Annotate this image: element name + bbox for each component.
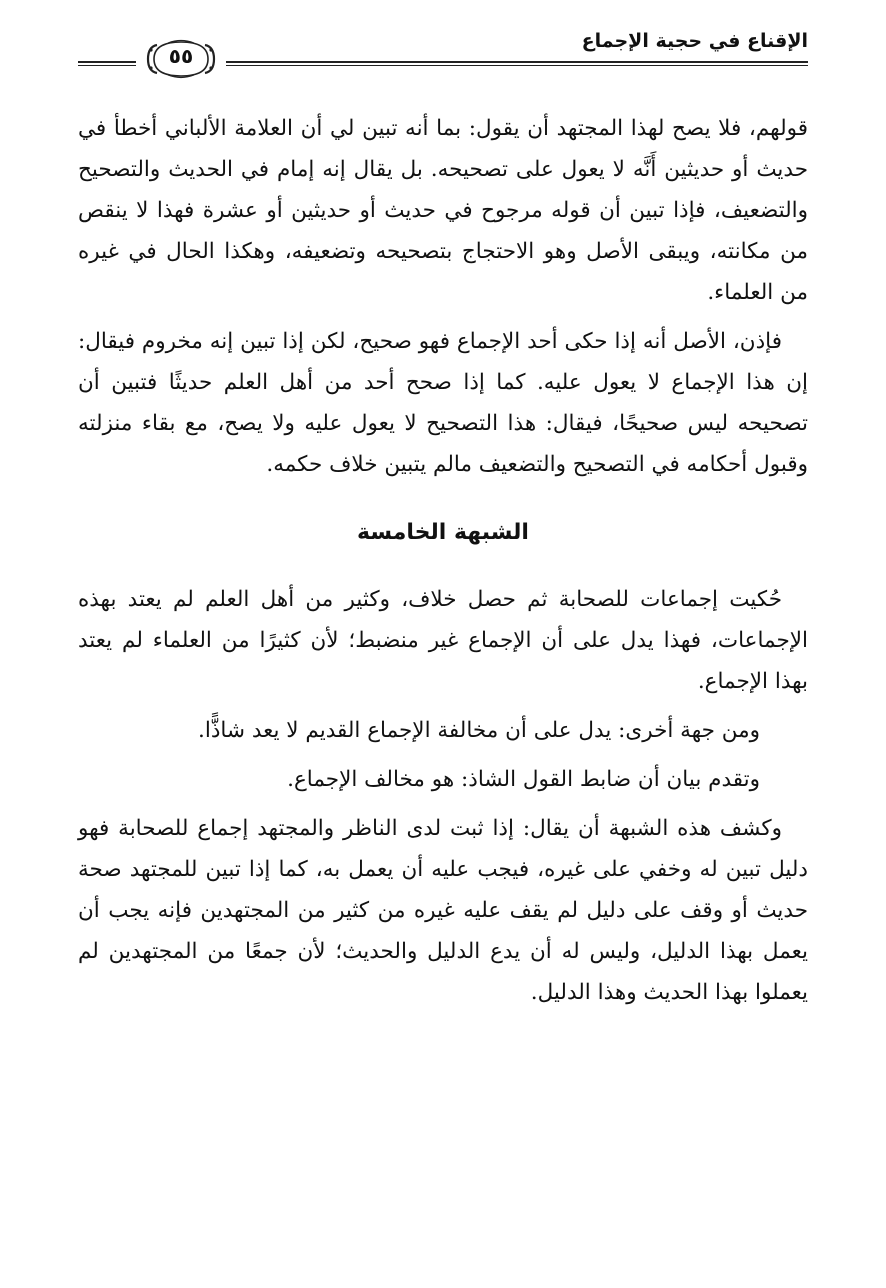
paragraph: وتقدم بيان أن ضابط القول الشاذ: هو مخالف الإجماع.	[287, 767, 760, 792]
page-header	[78, 20, 808, 76]
header-rule	[226, 61, 808, 63]
page-number: ٥٥	[168, 44, 194, 68]
book-title: الإقناع في حجية الإجماع	[581, 30, 808, 52]
page-content	[78, 108, 808, 1013]
paragraph: وكشف هذه الشبهة أن يقال: إذا ثبت لدى الناظر والمجتهد إجماع للصحابة فهو دليل تبين له وخفي على غيره، فيجب عليه أن يعمل به، كما إذا تبين للمجتهد صحة حديث أو وقف على دليل لم يقف عليه غيره من كثير من المجتهدين فإنه يجب أن يعمل بهذا الدليل، وليس له أن يدع الدليل والحديث؛ لأن جمعًا من المجتهدين لم يعملوا بهذا الحديث وهذا الدليل.	[78, 816, 808, 1005]
header-rule-left-thin	[78, 65, 136, 66]
paragraph: فإذن، الأصل أنه إذا حكى أحد الإجماع فهو صحيح، لكن إذا تبين إنه مخروم فيقال: إن هذا الإجماع لا يعول عليه. كما إذا صحح أحد من أهل العلم حديثًا فتبين أن تصحيحه ليس صحيحًا، فيقال: هذا التصحيح لا يعول عليه ولا يصح، مع بقاء منزلته وقبول أحكامه في التصحيح والتضعيف مالم يتبين خلاف حكمه.	[78, 329, 808, 477]
header-rule-left	[78, 61, 136, 63]
page-number-badge	[144, 38, 218, 80]
paragraph: حُكيت إجماعات للصحابة ثم حصل خلاف، وكثير من أهل العلم لم يعتد بهذه الإجماعات، فهذا يدل على أن الإجماع غير منضبط؛ لأن كثيرًا من العلماء لم يعتد بهذا الإجماع.	[78, 587, 808, 694]
paragraph: قولهم، فلا يصح لهذا المجتهد أن يقول: بما أنه تبين لي أن العلامة الألباني أخطأ في حديث أو حديثين أَنَّه لا يعول على تصحيحه. بل يقال إنه إمام في الحديث والتصحيح والتضعيف، فإذا تبين أن قوله مرجوح في حديث أو حديثين أو عشرة فهذا لا ينقص من مكانته، ويبقى الأصل وهو الاحتجاج بتصحيحه وتضعيفه، وهكذا الحال في غيره من العلماء.	[78, 116, 808, 305]
paragraph: ومن جهة أخرى: يدل على أن مخالفة الإجماع القديم لا يعد شاذًّا.	[198, 718, 760, 743]
section-heading: الشبهة الخامسة	[357, 520, 529, 545]
header-rule-thin	[226, 65, 808, 66]
